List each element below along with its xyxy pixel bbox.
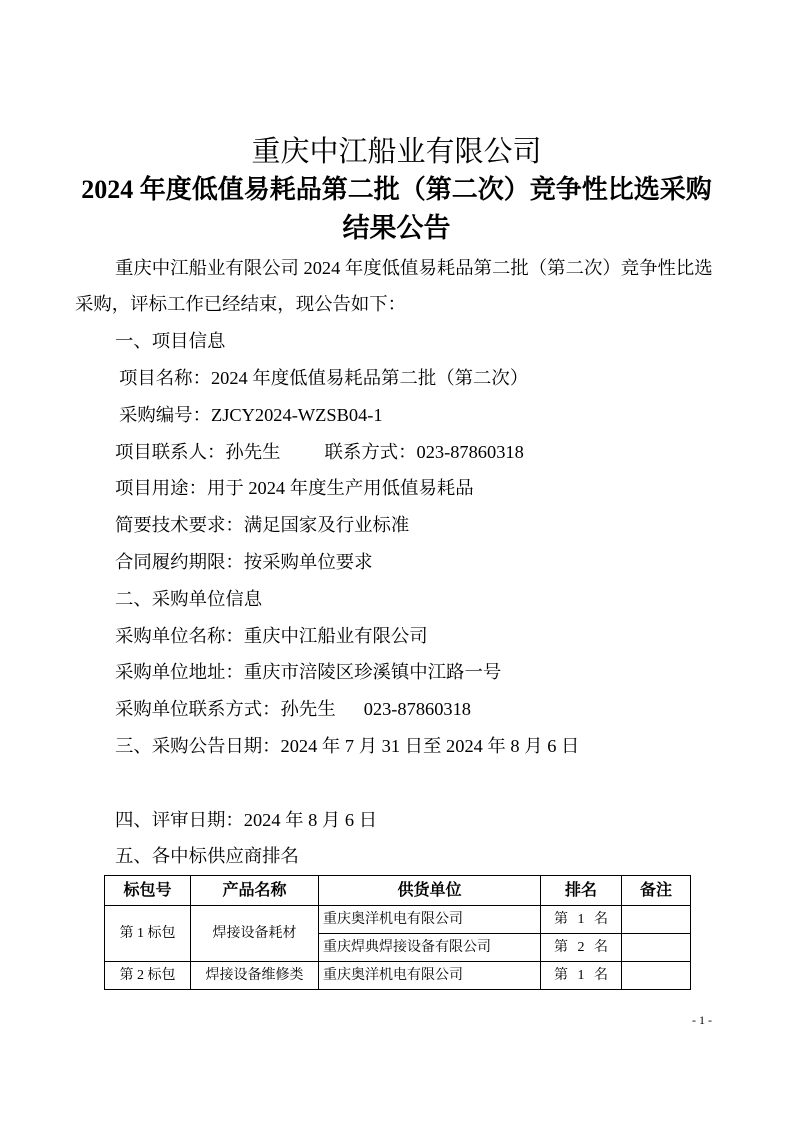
product-cell: 焊接设备维修类: [191, 962, 319, 990]
contract-period-label: 合同履约期限：: [115, 551, 244, 572]
announcement-period-line: [75, 728, 720, 765]
procurement-number-label: 采购编号：: [119, 404, 211, 425]
tech-requirements-value: 满足国家及行业标准: [243, 515, 410, 536]
review-date-value: 2024 年 8 月 6 日: [243, 809, 378, 830]
column-header-remark: 备注: [622, 876, 691, 906]
section-heading-ranking: 五、各中标供应商排名: [115, 846, 299, 867]
section-heading-project-info: 一、项目信息: [115, 331, 226, 352]
supplier-cell: 重庆奥洋机电有限公司: [319, 906, 541, 934]
purchaser-name-line: [75, 618, 720, 655]
procurement-number-value: ZJCY2024-WZSB04-1: [210, 404, 383, 425]
purchaser-phone-value: 023-87860318: [363, 699, 471, 720]
review-date-label: 四、评审日期：: [115, 809, 244, 830]
project-name-value: 2024 年度低值易耗品第二批（第二次）: [210, 367, 529, 388]
purchaser-contact-label: 采购单位联系方式：: [115, 699, 281, 720]
project-contact-label: 项目联系人：: [115, 441, 226, 462]
project-usage-line: [75, 470, 720, 507]
tech-requirements-line: [75, 507, 720, 544]
column-header-lot: 标包号: [105, 876, 191, 906]
announcement-title: 2024 年度低值易耗品第二批（第二次）竞争性比选采购: [81, 175, 712, 204]
contract-period-value: 按采购单位要求: [243, 551, 373, 572]
supplier-ranking-table: [104, 875, 691, 990]
rank-cell: 第 1 名: [541, 906, 622, 934]
remark-cell: [622, 934, 691, 962]
column-header-rank: 排名: [541, 876, 622, 906]
project-phone-label: 联系方式：: [324, 441, 417, 462]
purchaser-address-line: [75, 654, 720, 691]
table-row: [105, 906, 691, 934]
company-title: 重庆中江船业有限公司: [251, 136, 542, 168]
project-name-label: 项目名称：: [119, 367, 211, 388]
announcement-period-label: 三、采购公告日期：: [115, 735, 281, 756]
lot-cell: 第 1 标包: [105, 906, 191, 962]
announcement-subtitle: 结果公告: [342, 213, 451, 243]
announcement-period-value: 2024 年 7 月 31 日至 2024 年 8 月 6 日: [280, 735, 580, 756]
remark-cell: [622, 962, 691, 990]
column-header-product: 产品名称: [191, 876, 319, 906]
purchaser-address-label: 采购单位地址：: [115, 662, 244, 683]
project-usage-value: 用于 2024 年度生产用低值易耗品: [206, 478, 474, 499]
review-date-line: [75, 802, 720, 839]
project-phone-value: 023-87860318: [416, 441, 524, 462]
supplier-cell: 重庆奥洋机电有限公司: [319, 962, 541, 990]
project-contact-value: 孙先生: [225, 441, 281, 462]
announcement-body: [75, 250, 720, 991]
product-cell: 焊接设备耗材: [191, 906, 319, 962]
rank-cell: 第 2 名: [541, 934, 622, 962]
column-header-supplier: 供货单位: [319, 876, 541, 906]
project-usage-label: 项目用途：: [115, 478, 207, 499]
project-name-line: [75, 360, 720, 397]
remark-cell: [622, 906, 691, 934]
tech-requirements-label: 简要技术要求：: [115, 515, 244, 536]
contract-period-line: [75, 544, 720, 581]
table-header-row: [105, 876, 691, 906]
supplier-cell: 重庆焊典焊接设备有限公司: [319, 934, 541, 962]
project-contact-line: [75, 434, 720, 471]
purchaser-name-value: 重庆中江船业有限公司: [243, 625, 428, 646]
purchaser-contact-line: [75, 691, 720, 728]
lot-cell: 第 2 标包: [105, 962, 191, 990]
purchaser-contact-value: 孙先生: [280, 699, 336, 720]
rank-cell: 第 1 名: [541, 962, 622, 990]
purchaser-name-label: 采购单位名称：: [115, 625, 244, 646]
blank-line: [75, 765, 720, 802]
purchaser-address-value: 重庆市涪陵区珍溪镇中江路一号: [243, 662, 502, 683]
page-number: - 1 -: [692, 1013, 712, 1027]
section-heading-purchaser-info: 二、采购单位信息: [115, 588, 263, 609]
procurement-number-line: [75, 397, 720, 434]
intro-paragraph: 重庆中江船业有限公司 2024 年度低值易耗品第二批（第二次）竞争性比选采购，评标工作已经结束，现公告如下：: [75, 257, 713, 315]
table-row: [105, 962, 691, 990]
